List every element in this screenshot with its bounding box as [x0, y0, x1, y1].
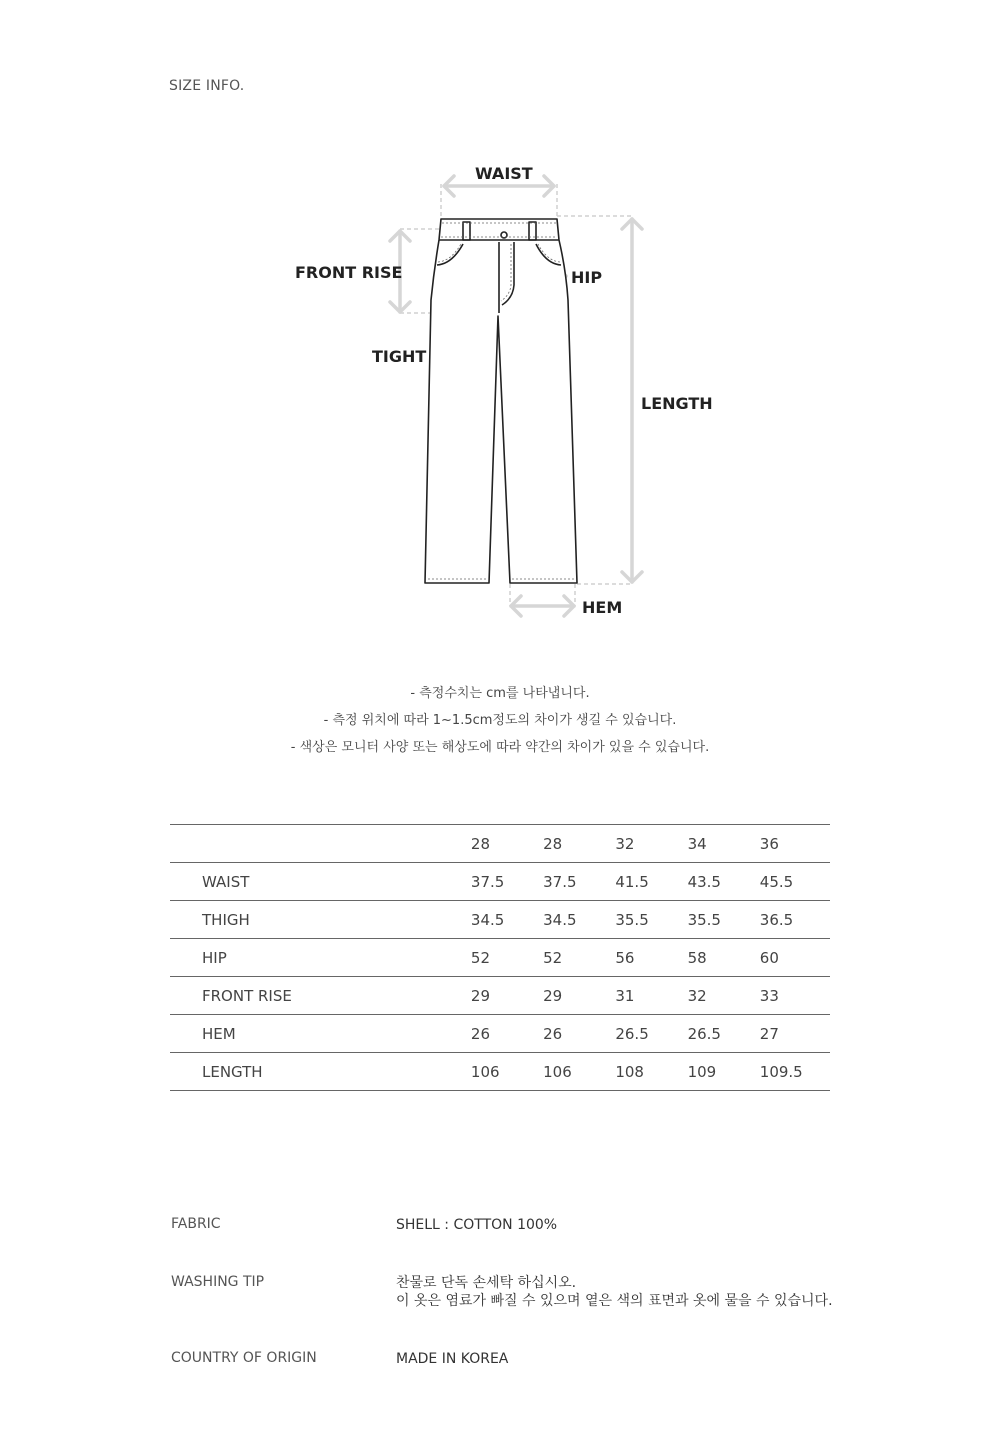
- table-cell: 106: [471, 1053, 543, 1091]
- table-cell: 29: [471, 977, 543, 1015]
- waist-label: WAIST: [475, 164, 533, 183]
- size-header-cell: 28: [471, 825, 543, 863]
- origin-label: COUNTRY OF ORIGIN: [171, 1350, 317, 1366]
- washing-tip-line: 찬물로 단독 손세탁 하십시오.: [396, 1275, 577, 1291]
- table-cell: 109.5: [760, 1053, 830, 1091]
- table-cell: 109: [688, 1053, 760, 1091]
- table-cell: 45.5: [760, 863, 830, 901]
- table-cell: 26.5: [615, 1015, 687, 1053]
- table-cell: 43.5: [688, 863, 760, 901]
- row-label: HEM: [170, 1015, 471, 1053]
- length-arrow: [622, 219, 642, 582]
- table-cell: 41.5: [615, 863, 687, 901]
- row-label: WAIST: [170, 863, 471, 901]
- table-cell: 32: [688, 977, 760, 1015]
- table-cell: 26: [471, 1015, 543, 1053]
- table-cell: 36.5: [760, 901, 830, 939]
- table-cell: 31: [615, 977, 687, 1015]
- size-header-cell: 34: [688, 825, 760, 863]
- front-rise-label: FRONT RISE: [295, 263, 403, 282]
- table-cell: 27: [760, 1015, 830, 1053]
- tight-label: TIGHT: [372, 347, 427, 366]
- table-cell: 26: [543, 1015, 615, 1053]
- washing-tip-value: [396, 1274, 896, 1310]
- table-cell: 29: [543, 977, 615, 1015]
- table-cell: 52: [471, 939, 543, 977]
- size-header-row: [170, 825, 830, 863]
- size-header-cell: 32: [615, 825, 687, 863]
- table-cell: 35.5: [615, 901, 687, 939]
- table-cell: 37.5: [471, 863, 543, 901]
- measurement-notes: [0, 680, 1000, 761]
- table-row: [170, 1053, 830, 1091]
- table-cell: 33: [760, 977, 830, 1015]
- size-header-blank: [170, 825, 471, 863]
- fabric-value: SHELL : COTTON 100%: [396, 1217, 558, 1233]
- note-line: - 색상은 모니터 사양 또는 해상도에 따라 약간의 차이가 있을 수 있습니다.: [290, 740, 710, 755]
- pants-outline: [425, 219, 577, 583]
- note-line: - 측정 위치에 따라 1~1.5cm정도의 차이가 생길 수 있습니다.: [323, 713, 677, 728]
- table-cell: 56: [615, 939, 687, 977]
- hem-label: HEM: [582, 598, 623, 617]
- table-cell: 52: [543, 939, 615, 977]
- size-header-cell: 28: [543, 825, 615, 863]
- row-label: THIGH: [170, 901, 471, 939]
- fabric-label: FABRIC: [171, 1216, 221, 1232]
- washing-tip-line: 이 옷은 염료가 빠질 수 있으며 옅은 색의 표면과 옷에 물을 수 있습니다.: [396, 1293, 833, 1309]
- table-row: [170, 901, 830, 939]
- table-row: [170, 977, 830, 1015]
- hem-arrow: [511, 596, 574, 616]
- row-label: FRONT RISE: [170, 977, 471, 1015]
- length-label: LENGTH: [641, 394, 713, 413]
- hip-label: HIP: [571, 268, 603, 287]
- table-cell: 26.5: [688, 1015, 760, 1053]
- table-cell: 35.5: [688, 901, 760, 939]
- table-cell: 58: [688, 939, 760, 977]
- table-row: [170, 939, 830, 977]
- section-title: SIZE INFO.: [169, 78, 245, 94]
- washing-tip-label: WASHING TIP: [171, 1274, 265, 1290]
- table-cell: 108: [615, 1053, 687, 1091]
- table-cell: 60: [760, 939, 830, 977]
- row-label: HIP: [170, 939, 471, 977]
- table-row: [170, 863, 830, 901]
- note-line: - 측정수치는 cm를 나타냅니다.: [410, 686, 590, 701]
- table-cell: 34.5: [471, 901, 543, 939]
- row-label: LENGTH: [170, 1053, 471, 1091]
- origin-value: MADE IN KOREA: [396, 1351, 509, 1367]
- table-row: [170, 1015, 830, 1053]
- table-cell: 37.5: [543, 863, 615, 901]
- table-cell: 106: [543, 1053, 615, 1091]
- size-header-cell: 36: [760, 825, 830, 863]
- size-table: [170, 824, 830, 1091]
- pants-measurement-diagram: [0, 0, 1000, 660]
- table-cell: 34.5: [543, 901, 615, 939]
